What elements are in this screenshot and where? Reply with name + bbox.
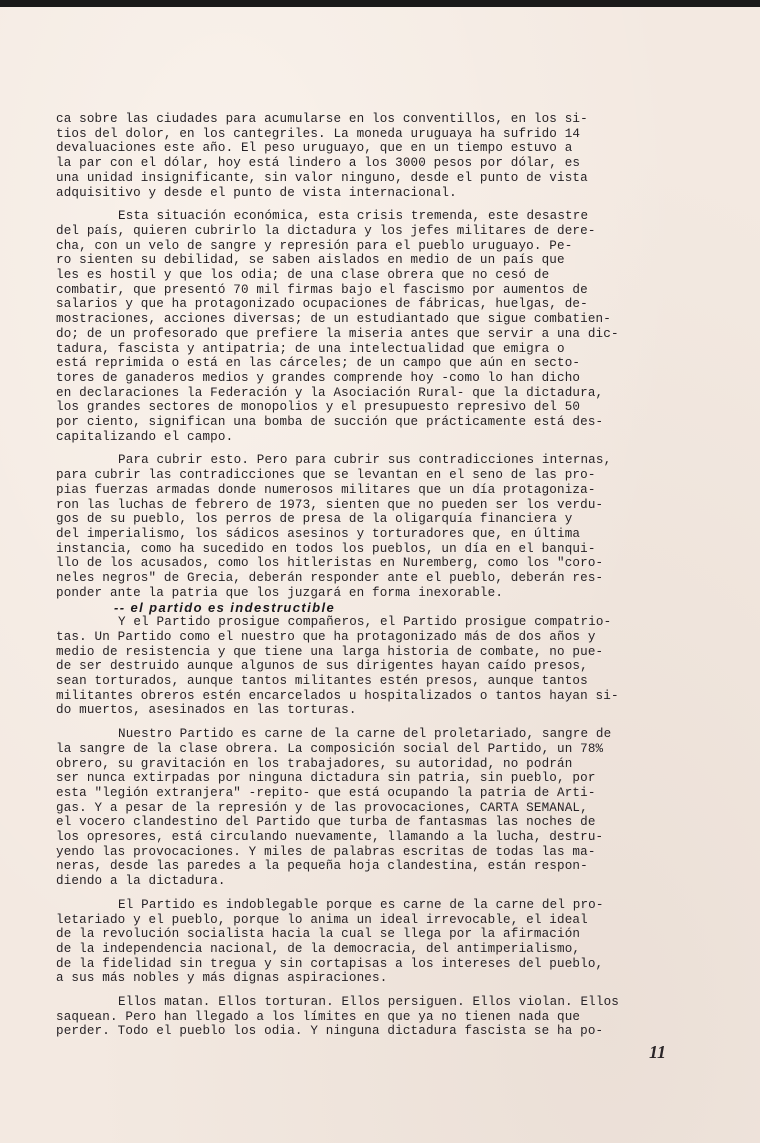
text-line: Esta situación económica, esta crisis tremenda, este desastre: [118, 209, 589, 224]
paragraph: [56, 898, 716, 986]
section-heading: -- el partido es indestructible: [114, 599, 336, 615]
page-number: 11: [649, 1042, 667, 1062]
paragraph-gap: [56, 200, 716, 209]
text-line: de la fidelidad sin tregua y sin cortapisas a los intereses del pueblo,: [56, 956, 604, 971]
text-line: Nuestro Partido es carne de la carne del proletariado, sangre de: [118, 727, 612, 742]
text-line: letariado y el pueblo, porque lo anima un ideal irrevocable, el ideal: [56, 912, 588, 927]
text-line: ro sienten su debilidad, se saben aislados en medio de un país que: [56, 253, 565, 268]
text-line: del imperialismo, los sádicos asesinos y torturadores que, en última: [56, 526, 581, 541]
text-line: mostraciones, acciones diversas; de un estudiantado que sigue combatien-: [56, 312, 611, 327]
text-line: do; de un profesorado que prefiere la miseria antes que servir a una dic-: [56, 326, 619, 341]
text-line: de la independencia nacional, de la democracia, del antimperialismo,: [56, 941, 581, 956]
text-line: de la revolución socialista hacia la cual se llega por la afirmación: [56, 927, 581, 942]
text-line: militantes obreros estén encarcelados u hospitalizados o tantos hayan si-: [56, 688, 619, 703]
text-line: a sus más nobles y más dignas aspiraciones.: [56, 971, 388, 986]
text-line: los opresores, está circulando nuevamente, llamando a la lucha, destru-: [56, 830, 604, 845]
text-line: está reprimida o está en las cárceles; de un campo que aún en secto-: [56, 356, 581, 371]
text-line: ponder ante la patria que los juzgará en forma inexorable.: [56, 585, 504, 600]
text-line: la sangre de la clase obrera. La composición social del Partido, un 78%: [56, 741, 604, 756]
text-line: de ser destruido aunque algunos de sus dirigentes hayan caído presos,: [56, 659, 588, 674]
text-line: ron las luchas de febrero de 1973, sienten que no pueden ser los verdu-: [56, 497, 604, 512]
text-line: ser nunca extirpadas por ninguna dictadura sin patria, sin pueblo, por: [56, 771, 596, 786]
text-line: saquean. Pero han llegado a los límites en que ya no tienen nada que: [56, 1009, 581, 1024]
paragraph: [56, 995, 716, 1039]
paragraph-gap: [56, 986, 716, 995]
paragraph: [56, 209, 716, 444]
text-line: adquisitivo y desde el punto de vista internacional.: [56, 185, 457, 200]
text-line: Y el Partido prosigue compañeros, el Partido prosigue compatrio-: [118, 615, 612, 630]
page-top-edge: [0, 0, 760, 7]
text-line: Ellos matan. Ellos torturan. Ellos persiguen. Ellos violan. Ellos: [118, 995, 619, 1010]
text-line: instancia, como ha sucedido en todos los pueblos, un día en el banqui-: [56, 541, 596, 556]
text-line: neras, desde las paredes a la pequeña hoja clandestina, están respon-: [56, 859, 588, 874]
text-line: obrero, su gravitación en los trabajadores, su autoridad, no podrán: [56, 756, 573, 771]
paragraphs-before-heading: [56, 112, 716, 601]
text-line: Para cubrir esto. Pero para cubrir sus contradicciones internas,: [118, 453, 612, 468]
text-line: tadura, fascista y antipatria; de una intelectualidad que emigra o: [56, 341, 565, 356]
text-line: sean torturados, aunque tantos militantes estén presos, aunque tantos: [56, 674, 588, 689]
text-line: pias fuerzas armadas donde numerosos militares que un día protagoniza-: [56, 482, 596, 497]
text-line: El Partido es indoblegable porque es carne de la carne del pro-: [118, 897, 604, 912]
paragraph-gap: [56, 889, 716, 898]
text-line: les es hostil y que los odia; de una clase obrera que no cesó de: [56, 268, 550, 283]
text-line: cha, con un velo de sangre y represión para el pueblo uruguayo. Pe-: [56, 238, 573, 253]
text-line: en declaraciones la Federación y la Asociación Rural- que la dictadura,: [56, 385, 604, 400]
paragraph: [56, 615, 716, 718]
body-text: [56, 112, 716, 1039]
paragraph: [56, 727, 716, 889]
text-line: llo de los acusados, como los hitleristas en Nuremberg, como los "coro-: [56, 556, 604, 571]
paragraphs-after-heading: [56, 615, 716, 1039]
text-line: diendo a la dictadura.: [56, 874, 226, 889]
text-line: los grandes sectores de monopolios y el presupuesto represivo del 50: [56, 400, 581, 415]
text-line: neles negros" de Grecia, deberán responder ante el pueblo, deberán res-: [56, 571, 604, 586]
text-line: tios del dolor, en los cantegriles. La moneda uruguaya ha sufrido 14: [56, 126, 581, 141]
paragraph-gap: [56, 718, 716, 727]
text-line: tores de ganaderos medios y grandes comprende hoy -como lo han dicho: [56, 370, 581, 385]
text-line: para cubrir las contradicciones que se levantan en el seno de las pro-: [56, 468, 596, 483]
text-line: capitalizando el campo.: [56, 429, 234, 444]
text-line: una unidad insignificante, sin valor ninguno, desde el punto de vista: [56, 170, 588, 185]
text-line: la par con el dólar, hoy está lindero a los 3000 pesos por dólar, es: [56, 156, 581, 171]
text-line: perder. Todo el pueblo los odia. Y ninguna dictadura fascista se ha po-: [56, 1024, 604, 1039]
text-line: por ciento, significan una bomba de succión que prácticamente está des-: [56, 415, 604, 430]
text-line: salarios y que ha protagonizado ocupaciones de fábricas, huelgas, de-: [56, 297, 588, 312]
text-line: combatir, que presentó 70 mil firmas bajo el fascismo por aumentos de: [56, 282, 588, 297]
paragraph: [56, 112, 716, 200]
text-line: gos de su pueblo, los perros de presa de la oligarquía financiera y: [56, 512, 573, 527]
text-line: el vocero clandestino del Partido que turba de fantasmas las noches de: [56, 815, 596, 830]
text-line: ca sobre las ciudades para acumularse en los conventillos, en los si-: [56, 112, 588, 126]
text-line: gas. Y a pesar de la represión y de las provocaciones, CARTA SEMANAL,: [56, 800, 588, 815]
text-line: devaluaciones este año. El peso uruguayo, que en un tiempo estuvo a: [56, 141, 573, 156]
paragraph: [56, 453, 716, 600]
text-line: do muertos, asesinados en las torturas.: [56, 703, 357, 718]
text-line: del país, quieren cubrirlo la dictadura y los jefes militares de dere-: [56, 223, 596, 238]
paragraph-gap: [56, 444, 716, 453]
text-line: yendo las provocaciones. Y miles de palabras escritas de todas las ma-: [56, 844, 596, 859]
text-line: medio de resistencia y que tiene una larga historia de combate, no pue-: [56, 644, 604, 659]
text-line: tas. Un Partido como el nuestro que ha protagonizado más de dos años y: [56, 629, 596, 644]
text-line: esta "legión extranjera" -repito- que está ocupando la patria de Arti-: [56, 785, 596, 800]
